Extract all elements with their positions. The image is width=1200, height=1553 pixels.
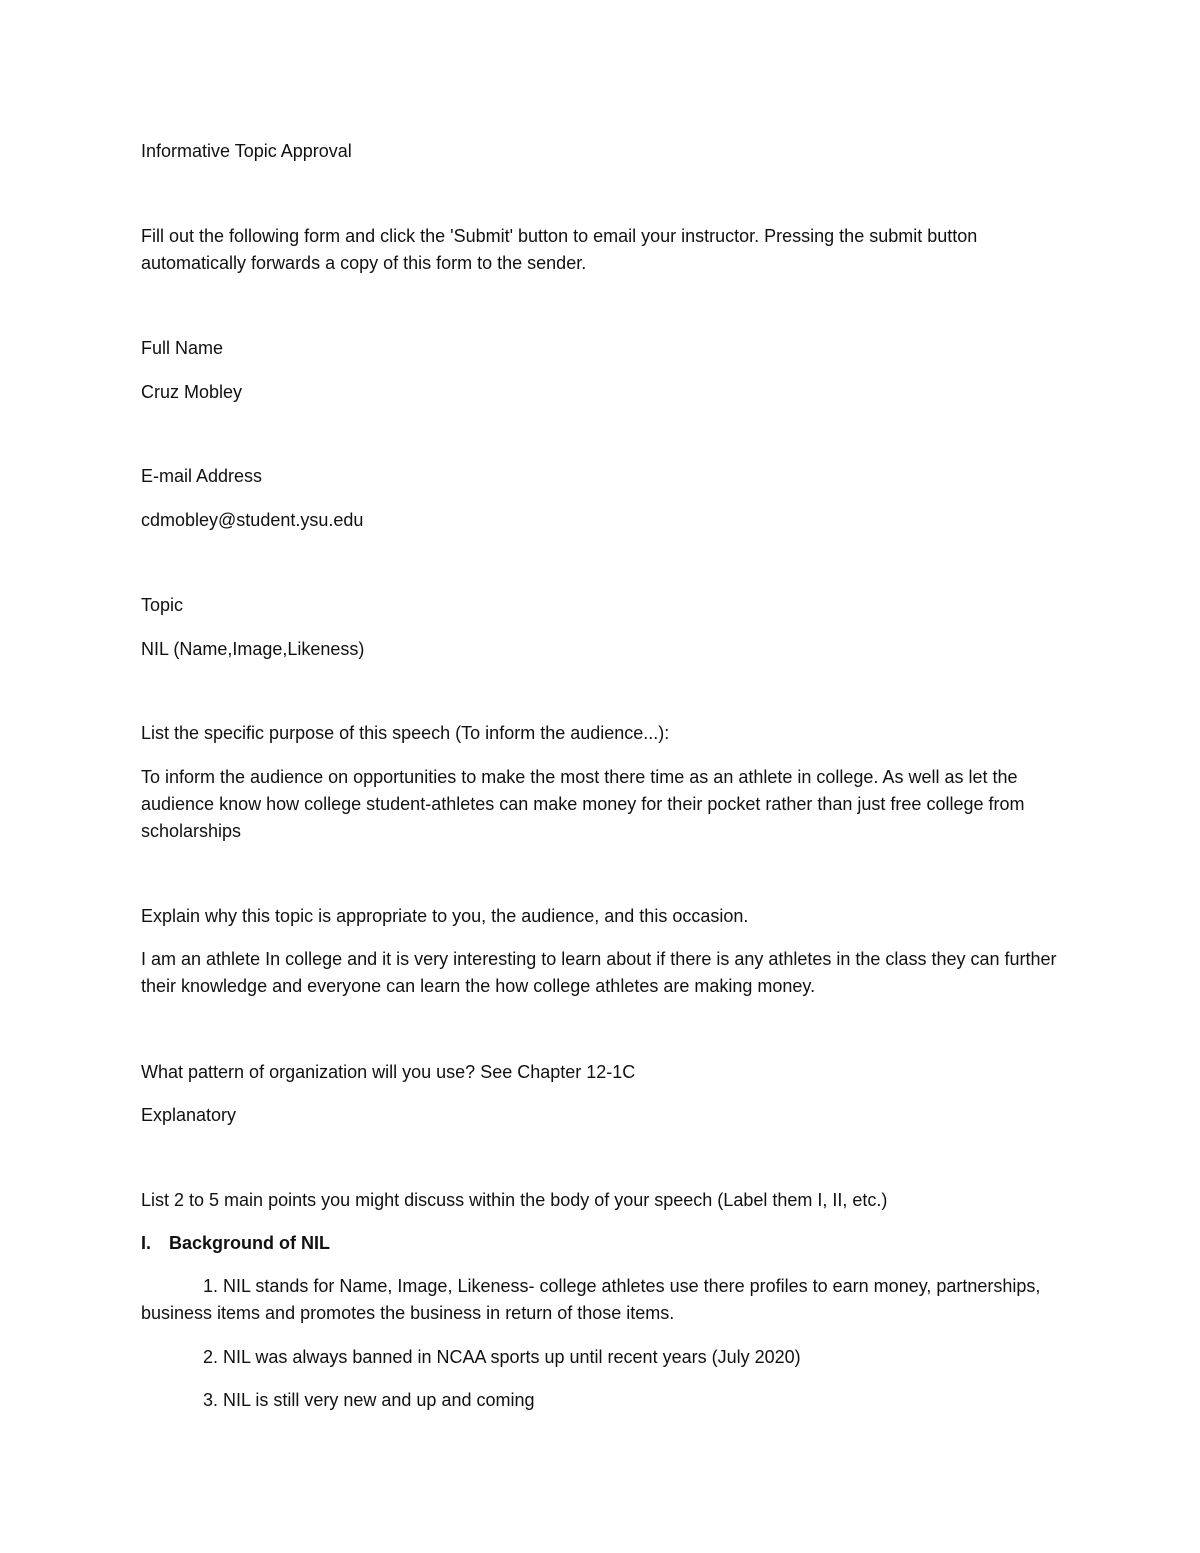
main-point-numeral: I. xyxy=(141,1233,152,1253)
subpoint-item: 3. NIL is still very new and up and coming xyxy=(203,1390,535,1410)
page-title: Informative Topic Approval xyxy=(141,141,352,161)
main-point-title: Background of NIL xyxy=(169,1233,330,1253)
purpose-label: List the specific purpose of this speech (To inform the audience...): xyxy=(141,723,670,743)
pattern-label: What pattern of organization will you use? See Chapter 12-1C xyxy=(141,1062,636,1082)
form-instructions: Fill out the following form and click the 'Submit' button to email your instructor. Pressing the submit button automatically forwards a copy of this form to the sender. xyxy=(141,226,978,273)
full-name-label: Full Name xyxy=(141,338,224,358)
pattern-value: Explanatory xyxy=(141,1105,237,1125)
email-value: cdmobley@student.ysu.edu xyxy=(141,510,364,530)
main-points-label: List 2 to 5 main points you might discuss within the body of your speech (Label them I, II, etc.) xyxy=(141,1190,888,1210)
topic-value: NIL (Name,Image,Likeness) xyxy=(141,639,365,659)
subpoint-item: 2. NIL was always banned in NCAA sports up until recent years (July 2020) xyxy=(203,1347,801,1367)
email-label: E-mail Address xyxy=(141,466,263,486)
appropriate-label: Explain why this topic is appropriate to you, the audience, and this occasion. xyxy=(141,906,749,926)
purpose-value: To inform the audience on opportunities to make the most there time as an athlete in college. As well as let the audience know how college student-athletes can make money for their pocket rather than just free college from scholarships xyxy=(141,767,1025,841)
main-point-heading xyxy=(141,1230,330,1257)
topic-label: Topic xyxy=(141,595,184,615)
appropriate-value: I am an athlete In college and it is very interesting to learn about if there is any athletes in the class they can further their knowledge and everyone can learn the how college athletes are making money. xyxy=(141,949,1057,996)
subpoint-item: 1. NIL stands for Name, Image, Likeness- college athletes use there profiles to earn money, partnerships, business items and promotes the business in return of those items. xyxy=(141,1276,1041,1323)
full-name-value: Cruz Mobley xyxy=(141,382,243,402)
